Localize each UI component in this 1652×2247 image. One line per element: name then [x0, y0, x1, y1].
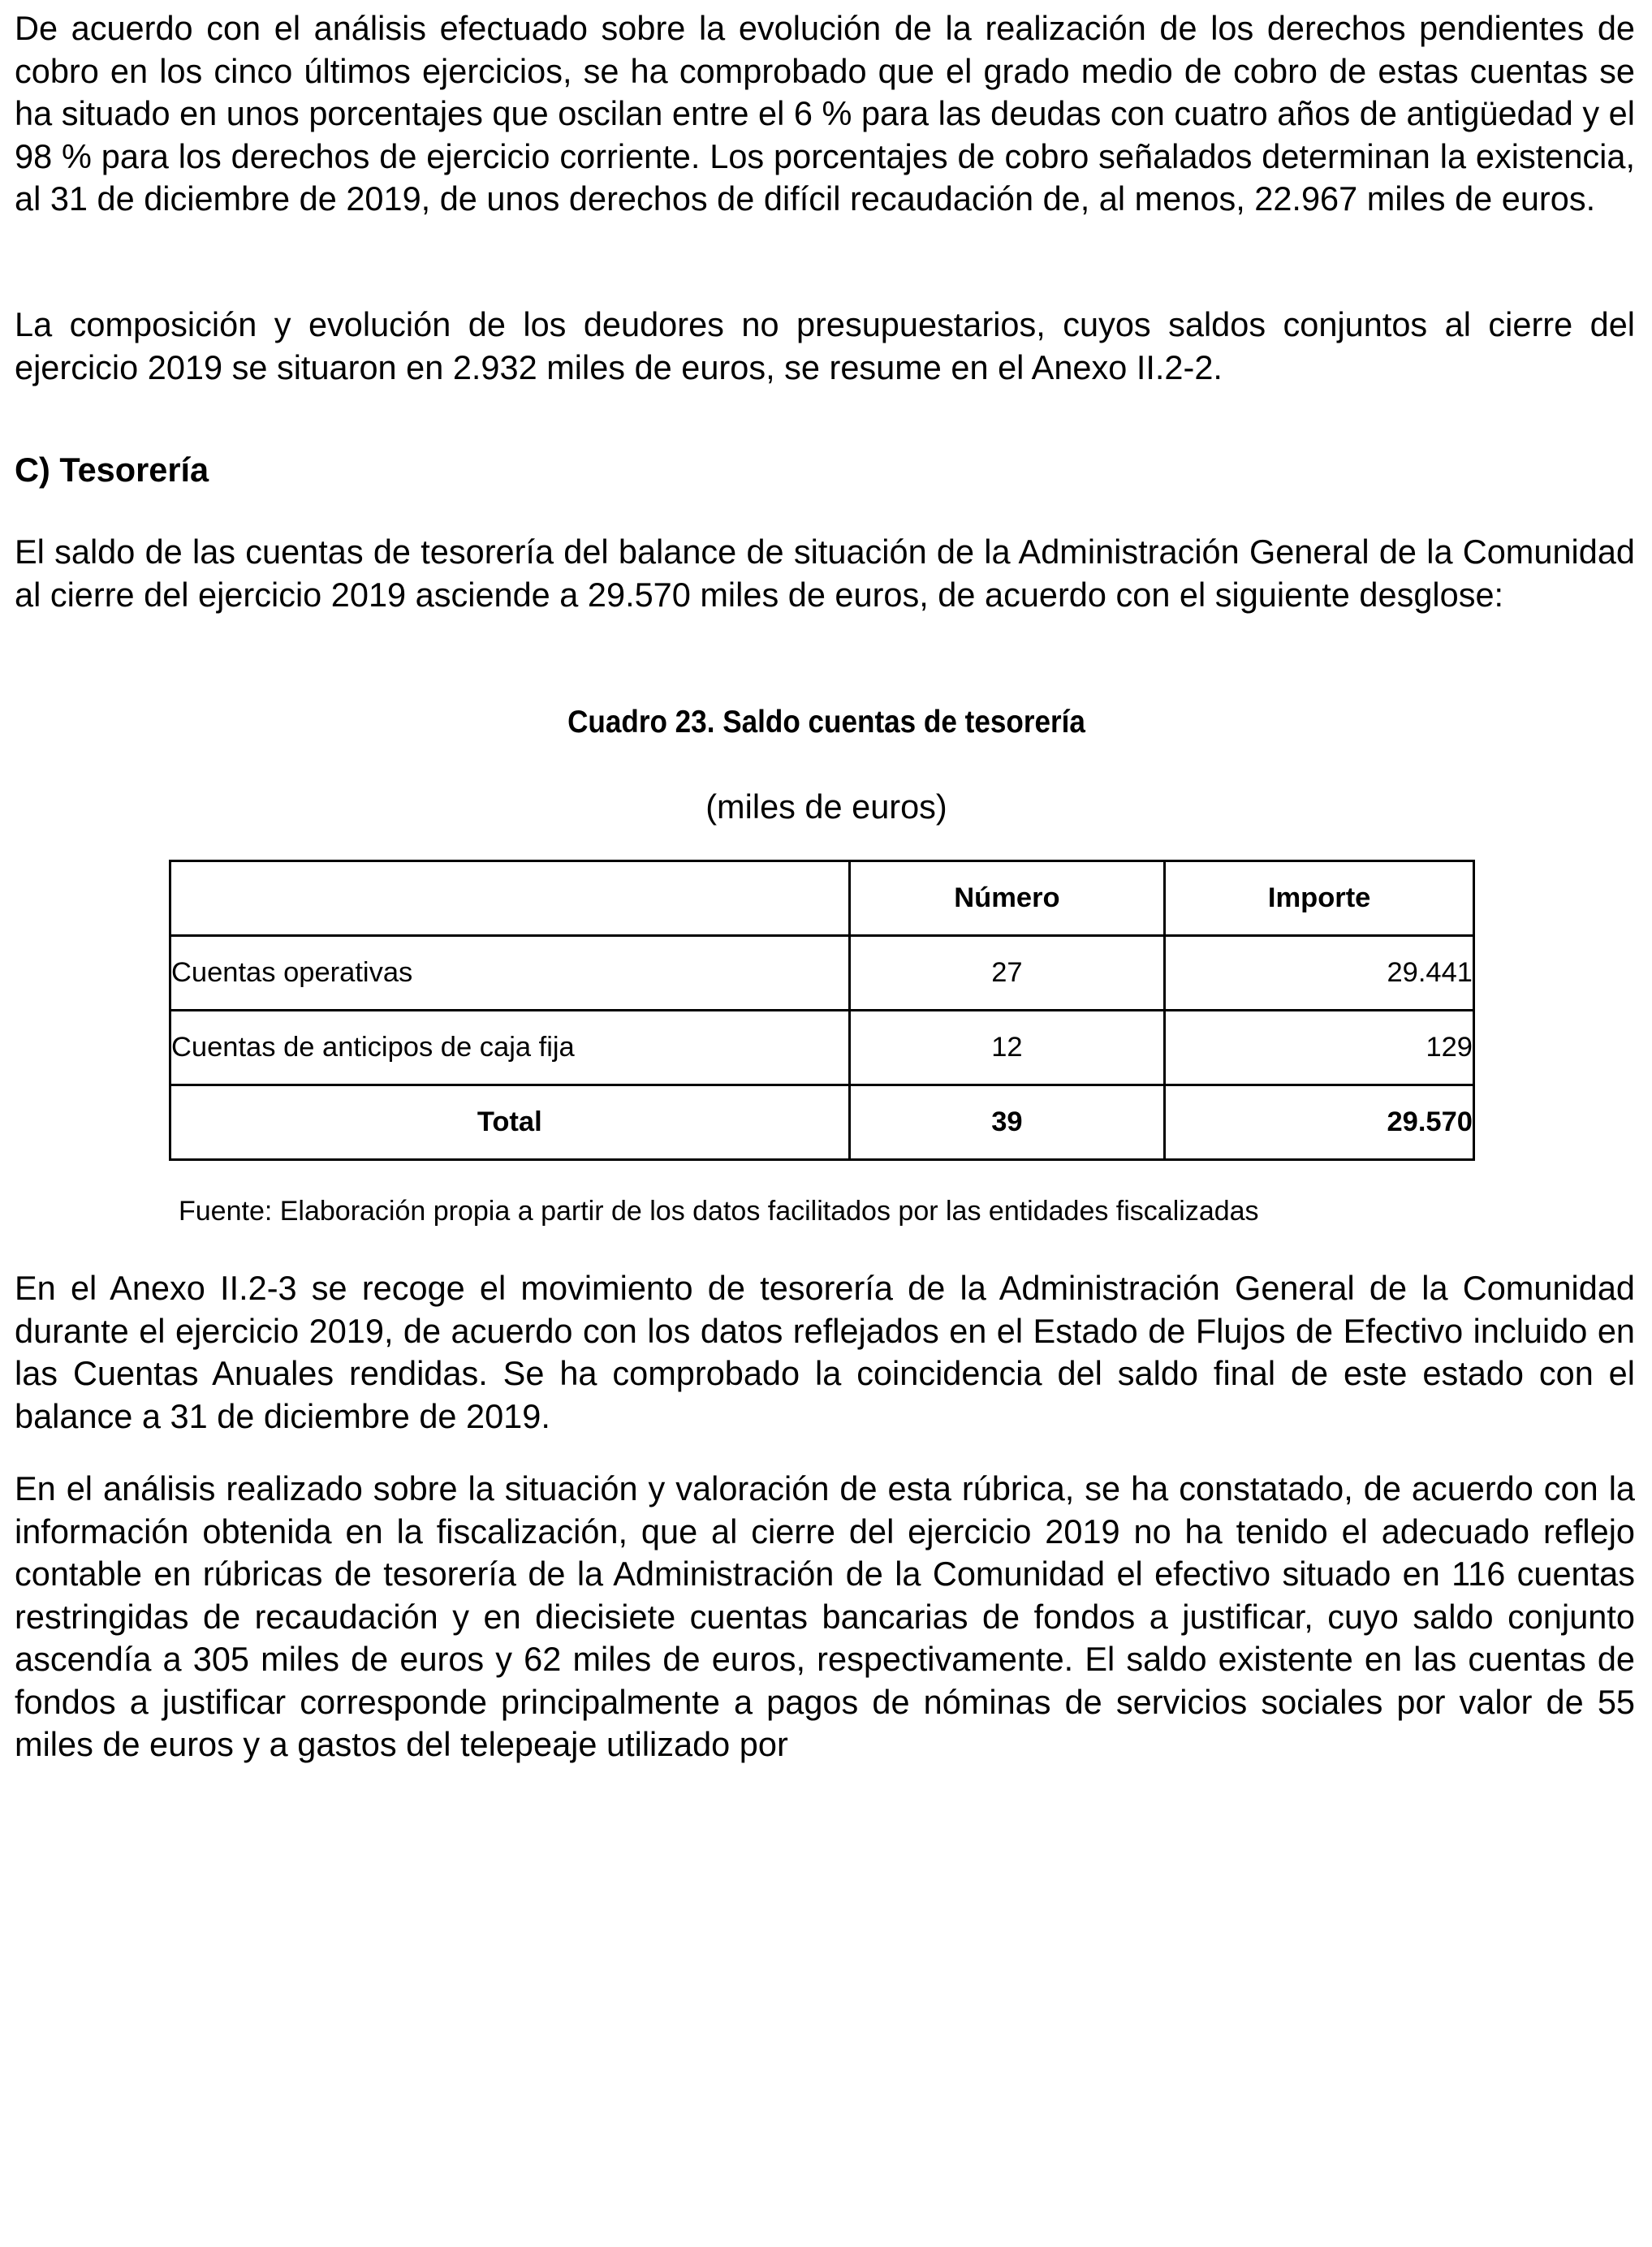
paragraph-anexo-movimiento: En el Anexo II.2-3 se recoge el movimiento de tesorería de la Administración General de la Comunidad durante el ejercicio 2019, de acuerdo con los datos reflejados en el Estado de Flujos de Efectivo incluido en las Cuentas Anuales rendidas. Se ha comprobado la coincidencia del saldo final de este estado con el balance a 31 de diciembre de 2019.: [15, 1269, 1635, 1435]
row-label: Cuentas operativas: [170, 936, 850, 1011]
table-total-row: [170, 1085, 1474, 1160]
row-label: Cuentas de anticipos de caja fija: [170, 1011, 850, 1085]
header-empty-cell: [170, 861, 850, 936]
section-heading-tesoreria: C) Tesorería: [15, 451, 209, 489]
treasury-accounts-table: [169, 860, 1475, 1161]
header-numero: Número: [849, 861, 1165, 936]
header-importe: Importe: [1165, 861, 1474, 936]
paragraph-derechos-pendientes: De acuerdo con el análisis efectuado sobre la evolución de la realización de los derechos pendientes de cobro en los cinco últimos ejercicios, se ha comprobado que el grado medio de cobro de estas cuentas se ha situado en unos porcentajes que oscilan entre el 6 % para las deudas con cuatro años de antigüedad y el 98 % para los derechos de ejercicio corriente. Los porcentajes de cobro señalados determinan la existencia, al 31 de diciembre de 2019, de unos derechos de difícil recaudación de, al menos, 22.967 miles de euros.: [15, 9, 1635, 218]
row-numero: 12: [849, 1011, 1165, 1085]
paragraph-analisis-rubrica: En el análisis realizado sobre la situación y valoración de esta rúbrica, se ha constatado, de acuerdo con la información obtenida en la fiscalización, que al cierre del ejercicio 2019 no ha tenido el adecuado reflejo contable en rúbricas de tesorería de la Administración de la Comunidad el efectivo situado en 116 cuentas restringidas de recaudación y en diecisiete cuentas bancarias de fondos a justificar, cuyo saldo conjunto ascendía a 305 miles de euros y 62 miles de euros, respectivamente. El saldo existente en las cuentas de fondos a justificar corresponde principalmente a pagos de nóminas de servicios sociales por valor de 55 miles de euros y a gastos del telepeaje utilizado por: [15, 1469, 1635, 1763]
paragraph-deudores-no-presupuestarios: La composición y evolución de los deudores no presupuestarios, cuyos saldos conjuntos al cierre del ejercicio 2019 se situaron en 2.932 miles de euros, se resume en el Anexo II.2-2.: [15, 305, 1635, 386]
row-importe: 129: [1165, 1011, 1474, 1085]
table-caption: Cuadro 23. Saldo cuentas de tesorería: [567, 705, 1085, 740]
row-importe: 29.441: [1165, 936, 1474, 1011]
total-label: Total: [170, 1085, 850, 1160]
paragraph-saldo-tesoreria: El saldo de las cuentas de tesorería del balance de situación de la Administración General de la Comunidad al cierre del ejercicio 2019 asciende a 29.570 miles de euros, de acuerdo con el siguiente desglose:: [15, 533, 1635, 614]
table-header-row: [170, 861, 1474, 936]
total-numero: 39: [849, 1085, 1165, 1160]
table-row: [170, 1011, 1474, 1085]
total-importe: 29.570: [1165, 1085, 1474, 1160]
row-numero: 27: [849, 936, 1165, 1011]
table-subcaption: (miles de euros): [705, 787, 947, 826]
table-row: [170, 936, 1474, 1011]
table-source-note: Fuente: Elaboración propia a partir de los datos facilitados por las entidades fiscalizadas: [179, 1196, 1259, 1227]
